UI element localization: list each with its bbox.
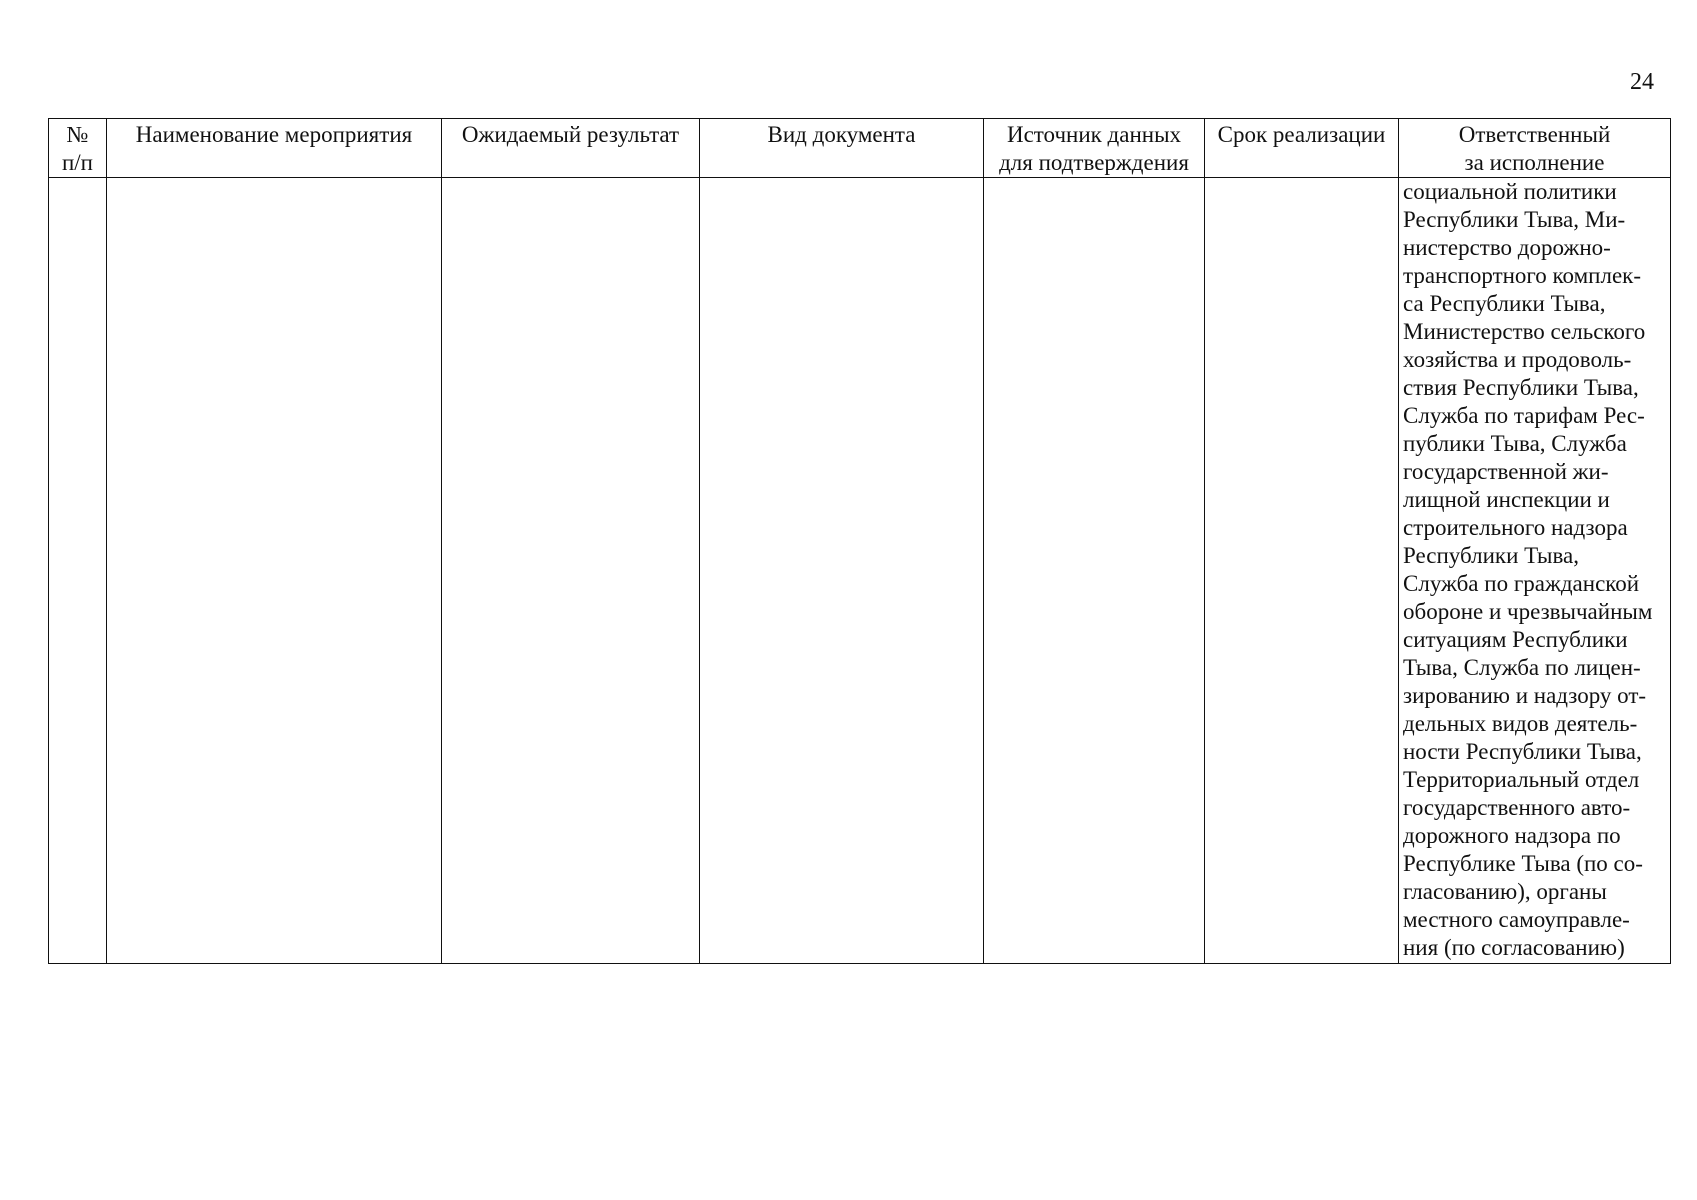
cell-event-name	[107, 178, 442, 964]
cell-expected-result	[442, 178, 700, 964]
responsible-line: Служба по гражданской	[1403, 571, 1640, 596]
events-table	[48, 118, 1671, 964]
responsible-line: местного самоуправле-	[1403, 907, 1630, 932]
responsible-line: строительного надзора	[1403, 515, 1628, 540]
page-number: 24	[1630, 69, 1654, 95]
header-deadline: Срок реализации	[1205, 119, 1399, 178]
responsible-line: гласованию), органы	[1403, 879, 1607, 904]
cell-data-source	[984, 178, 1205, 964]
responsible-line: Республики Тыва, Ми-	[1403, 207, 1626, 232]
responsible-line: транспортного комплек-	[1403, 263, 1641, 288]
responsible-line: са Республики Тыва,	[1403, 291, 1606, 316]
responsible-line: нистерство дорожно-	[1403, 235, 1611, 260]
responsible-line: ствия Республики Тыва,	[1403, 375, 1639, 400]
responsible-line: социальной политики	[1403, 179, 1617, 204]
header-document-type: Вид документа	[700, 119, 984, 178]
responsible-line: Тыва, Служба по лицен-	[1403, 655, 1641, 680]
responsible-line: Территориальный отдел	[1403, 767, 1640, 792]
header-expected-result: Ожидаемый результат	[442, 119, 700, 178]
responsible-line: Служба по тарифам Рес-	[1403, 403, 1645, 428]
cell-document-type	[700, 178, 984, 964]
responsible-line: дорожного надзора по	[1403, 823, 1621, 848]
responsible-line: хозяйства и продоволь-	[1403, 347, 1632, 372]
responsible-line: ности Республики Тыва,	[1403, 739, 1642, 764]
responsible-line: ситуациям Республики	[1403, 627, 1628, 652]
responsible-line: государственной жи-	[1403, 459, 1609, 484]
responsible-line: ния (по согласованию)	[1403, 935, 1625, 960]
cell-responsible	[1399, 178, 1671, 964]
cell-deadline	[1205, 178, 1399, 964]
table-header-row	[49, 119, 1671, 178]
responsible-line: зированию и надзору от-	[1403, 683, 1647, 708]
responsible-line: Республики Тыва,	[1403, 543, 1580, 568]
header-event-name: Наименование мероприятия	[107, 119, 442, 178]
responsible-line: Министерство сельского	[1403, 319, 1646, 344]
header-responsible: Ответственный за исполнение	[1399, 119, 1671, 178]
table-row	[49, 178, 1671, 964]
responsible-line: лищной инспекции и	[1403, 487, 1610, 512]
header-data-source: Источник данных для подтверждения	[984, 119, 1205, 178]
header-number: № п/п	[49, 119, 107, 178]
responsible-line: Республике Тыва (по со-	[1403, 851, 1643, 876]
responsible-line: государственного авто-	[1403, 795, 1631, 820]
responsible-line: публики Тыва, Служба	[1403, 431, 1627, 456]
cell-number	[49, 178, 107, 964]
responsible-line: обороне и чрезвычайным	[1403, 599, 1653, 624]
responsible-line: дельных видов деятель-	[1403, 711, 1638, 736]
